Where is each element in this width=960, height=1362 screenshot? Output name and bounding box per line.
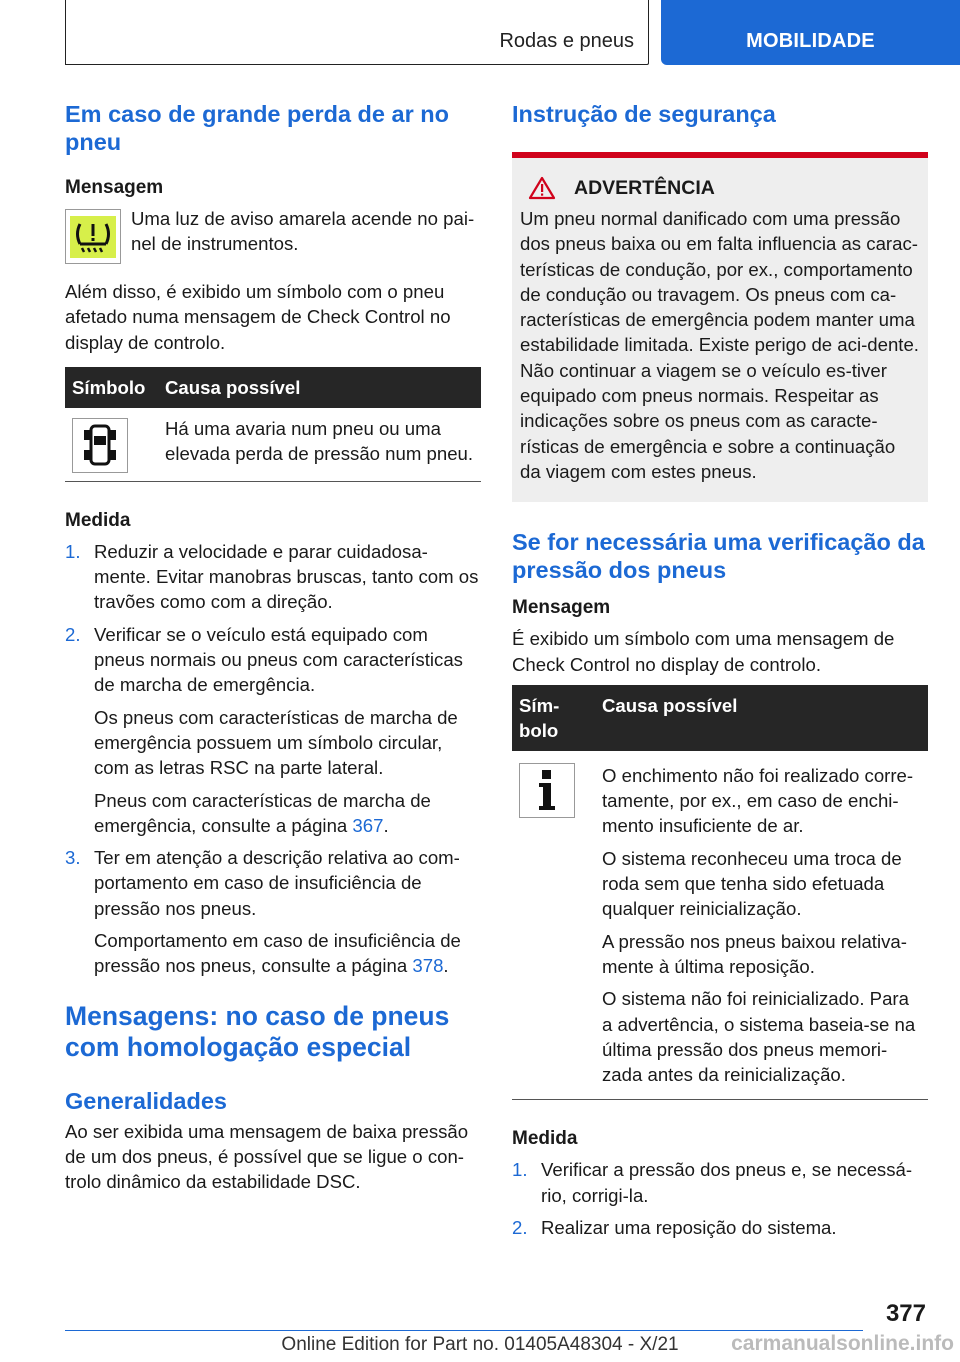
step-note: Os pneus com características de marcha de emergência possuem um símbolo circular, com as letras RSC na parte lateral. (94, 706, 458, 779)
warning-triangle-icon (528, 176, 556, 200)
steps-list (65, 539, 481, 979)
step-text: Verificar a pressão dos pneus e, se necessá‐rio, corrigi-la. (541, 1159, 913, 1206)
message-row (65, 206, 481, 264)
page-number: 377 (885, 1300, 926, 1327)
chapter-tab-label: MOBILIDADE (746, 30, 875, 52)
step-text: Realizar uma reposição do sistema. (541, 1217, 837, 1239)
right-column (512, 100, 928, 1247)
symbol-table (65, 367, 481, 482)
list-item (65, 845, 481, 978)
list-item (512, 1157, 928, 1208)
step-number: 2. (512, 1217, 528, 1239)
page-link-367[interactable]: 367 (352, 814, 384, 836)
step-number: 1. (65, 540, 81, 562)
warning-title-row (528, 176, 920, 200)
edition-text: Online Edition for Part no. 01405A48304 - X/21 (281, 1334, 679, 1355)
warning-title: ADVERTÊNCIA (574, 176, 715, 199)
generalidades-text: Ao ser exibida uma mensagem de baixa pressão de um dos pneus, é possível que se ligue o con‐trolo dinâmico da estabilidade DSC. (65, 1120, 469, 1193)
car-tire-symbol-icon (72, 418, 128, 473)
page-link-378[interactable]: 378 (412, 955, 444, 977)
mensagem-text: Uma luz de aviso amarela acende no pai‐nel de instrumentos. (131, 208, 475, 255)
chapter-tab[interactable] (661, 0, 960, 65)
watermark: carmanualsonline.info (731, 1332, 954, 1355)
tire-pressure-warning-icon (65, 209, 121, 264)
footer-divider (65, 1330, 863, 1331)
heading-air-loss: Em caso de grande perda de ar no pneu (65, 101, 449, 155)
table-row (65, 408, 481, 482)
medida-label-right: Medida (512, 1128, 578, 1150)
heading-special-tyres: Mensagens: no caso de pneus com homologação especial (65, 1000, 450, 1062)
cause-cell (595, 751, 928, 1100)
left-column (65, 100, 481, 1195)
section-title: Rodas e pneus (499, 30, 634, 52)
cause-text: O sistema não foi reinicializado. Para a advertência, o sistema baseia-se na última pressão dos pneus memori‐zada antes da reinicialização. (602, 988, 916, 1086)
symbol-table-right (512, 685, 928, 1101)
list-item (65, 622, 481, 838)
step-text: Ter em atenção a descrição relativa ao com‐portamento em caso de insuficiência de pressão nos pneus. (94, 847, 460, 919)
step-number: 1. (512, 1159, 528, 1181)
list-item (512, 1215, 928, 1240)
col-cause: Causa possível (595, 685, 928, 751)
heading-safety: Instrução de segurança (512, 101, 776, 127)
mensagem-text-right: É exibido um símbolo com uma mensagem de Check Control no display de controlo. (512, 628, 895, 675)
warning-text: Um pneu normal danificado com uma pressão dos pneus baixa ou em falta influencia as carac‐terísticas de condução, por ex., comportamento de condução ou travagem. Os pneus com ca‐racterísticas de emergência podem manter uma estabilidade limitada. Existe perigo de aci‐dente. Não continuar a viagem se o veículo es‐tiver equipado com pneus normais. Respeitar as indicações sobre os pneus com as caracte‐rísticas de emergência e sobre a continuação da viagem com estes pneus. (520, 208, 919, 482)
table-header-row (512, 685, 928, 751)
mensagem-label: Mensagem (65, 177, 164, 198)
col-symbol: Símbolo (65, 367, 158, 408)
heading-pressure-check: Se for necessária uma verificação da pressão dos pneus (512, 529, 925, 584)
table-header-row (65, 367, 481, 408)
cause-text: O sistema reconheceu uma troca de roda sem que tenha sido efetuada qualquer reinicialização. (602, 847, 902, 920)
cause-text: O enchimento não foi realizado corre‐tamente, por ex., em caso de enchi‐mento insuficiente de ar. (602, 764, 914, 837)
col-cause: Causa possível (158, 367, 481, 408)
step-text: Reduzir a velocidade e parar cuidadosa‐mente. Evitar manobras bruscas, tanto com os travões como com a direção. (94, 540, 479, 613)
info-icon (519, 763, 575, 818)
paragraph-check-control: Além disso, é exibido um símbolo com o pneu afetado numa mensagem de Check Control no display de controlo. (65, 281, 451, 353)
mensagem-label-right: Mensagem (512, 597, 611, 619)
cause-text: Há uma avaria num pneu ou uma elevada perda de pressão num pneu. (158, 408, 481, 482)
step-number: 3. (65, 847, 81, 869)
list-item (65, 539, 481, 615)
medida-label: Medida (65, 509, 131, 531)
step-number: 2. (65, 623, 81, 645)
step-note-ref: Comportamento em caso de insuficiência de pressão nos pneus, consulte a página 378. (94, 930, 461, 977)
warning-box (512, 152, 928, 502)
heading-generalidades: Generalidades (65, 1087, 227, 1114)
step-note-ref: Pneus com características de marcha de emergência, consulte a página 367. (94, 789, 431, 836)
col-symbol: Sím‐bolo (512, 685, 595, 751)
steps-list-right (512, 1157, 928, 1240)
table-row (512, 751, 928, 1100)
header-frame (65, 0, 649, 65)
step-text: Verificar se o veículo está equipado com pneus normais ou pneus com características de marcha de emergência. (94, 623, 463, 696)
cause-text: A pressão nos pneus baixou relativa‐mente à última reposição. (602, 930, 907, 977)
